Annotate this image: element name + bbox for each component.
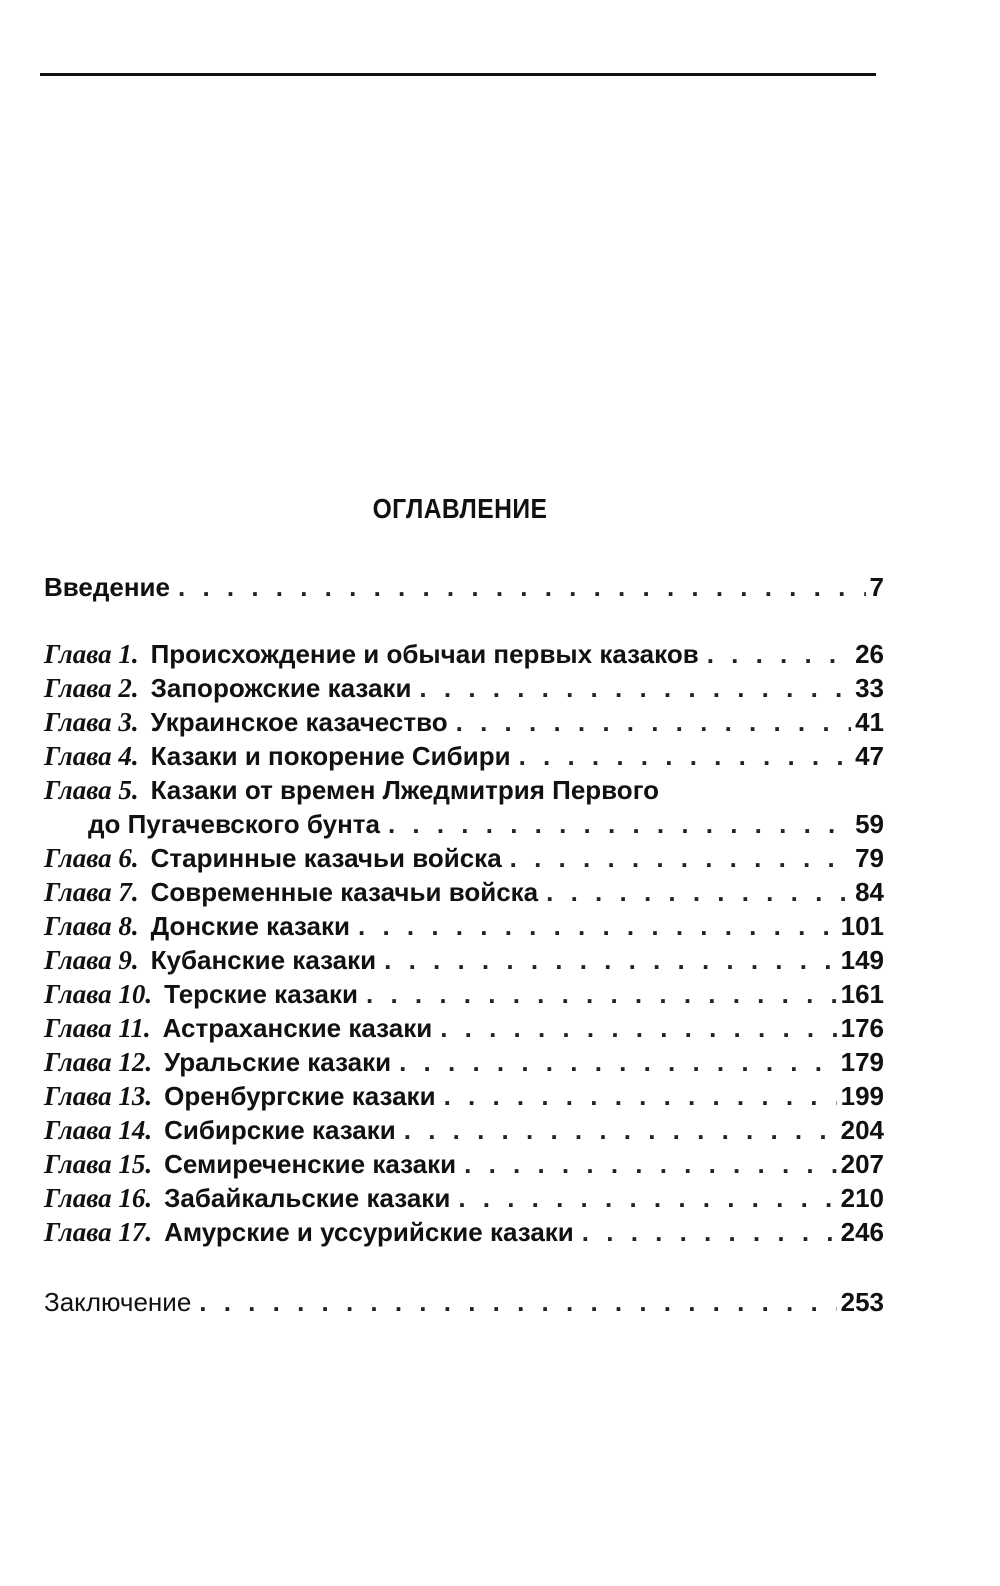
toc-entry-chapter-12[interactable] (44, 1045, 884, 1079)
page-number: 41 (855, 707, 884, 737)
page-number: 26 (855, 639, 884, 669)
page-number: 207 (840, 1149, 884, 1179)
toc-entry-chapter-9[interactable] (44, 943, 884, 977)
page-number: 59 (855, 809, 884, 839)
toc-entry-chapter-13[interactable] (44, 1079, 884, 1113)
entry-title: Сибирские казаки (164, 1115, 396, 1145)
toc-entry-chapter-16[interactable] (44, 1181, 884, 1215)
chapter-label: Глава 9. (44, 945, 139, 975)
chapter-label: Глава 6. (44, 843, 139, 873)
toc-entry-chapter-10[interactable] (44, 977, 884, 1011)
page-number: 253 (840, 1287, 884, 1317)
page-number: 84 (855, 877, 884, 907)
toc-entry-chapter-3[interactable] (44, 705, 884, 739)
chapter-label: Глава 16. (44, 1183, 153, 1213)
entry-title: Донские казаки (150, 911, 351, 941)
page-number: 7 (869, 572, 884, 602)
entry-title: Украинское казачество (150, 707, 448, 737)
entry-title-continued: до Пугачевского бунта (88, 809, 380, 839)
page-number: 199 (840, 1081, 884, 1111)
toc-entry-chapter-5[interactable] (44, 773, 884, 807)
toc-entry-chapter-14[interactable] (44, 1113, 884, 1147)
toc-entry-chapter-6[interactable] (44, 841, 884, 875)
chapter-label: Глава 17. (44, 1217, 153, 1247)
dot-leader (440, 1011, 836, 1045)
dot-leader (384, 943, 836, 977)
entry-title: Кубанские казаки (150, 945, 377, 975)
dot-leader (358, 909, 837, 943)
entry-title: Заключение (44, 1287, 192, 1317)
dot-leader (444, 1079, 837, 1113)
dot-leader (456, 705, 851, 739)
chapter-label: Глава 14. (44, 1115, 153, 1145)
page-number: 210 (840, 1183, 884, 1213)
page-number: 79 (855, 843, 884, 873)
toc-entry-conclusion[interactable] (44, 1285, 884, 1319)
toc-entry-chapter-8[interactable] (44, 909, 884, 943)
page-number: 101 (840, 911, 884, 941)
chapter-label: Глава 3. (44, 707, 139, 737)
entry-title: Введение (44, 572, 170, 602)
page-number: 161 (840, 979, 884, 1009)
entry-title: Уральские казаки (164, 1047, 392, 1077)
dot-leader (399, 1045, 837, 1079)
entry-title: Казаки и покорение Сибири (150, 741, 511, 771)
chapter-label: Глава 4. (44, 741, 139, 771)
toc-entry-chapter-11[interactable] (44, 1011, 884, 1045)
dot-leader (458, 1181, 836, 1215)
chapter-label: Глава 10. (44, 979, 153, 1009)
chapter-label: Глава 1. (44, 639, 139, 669)
entry-title: Происхождение и обычаи первых казаков (150, 639, 699, 669)
page-number: 33 (855, 673, 884, 703)
entry-title: Казаки от времен Лжедмитрия Первого (150, 775, 660, 805)
entry-title: Оренбургские казаки (164, 1081, 436, 1111)
dot-leader (510, 841, 851, 875)
page-number: 179 (840, 1047, 884, 1077)
dot-leader (546, 875, 851, 909)
chapter-label: Глава 13. (44, 1081, 153, 1111)
page-number: 246 (840, 1217, 884, 1247)
entry-title: Астраханские казаки (162, 1013, 433, 1043)
dot-leader (707, 637, 851, 671)
chapter-label: Глава 7. (44, 877, 139, 907)
toc-entry-chapter-15[interactable] (44, 1147, 884, 1181)
page-number: 47 (855, 741, 884, 771)
toc-entry-chapter-5-continued[interactable] (44, 807, 884, 841)
dot-leader (419, 671, 851, 705)
toc-entry-chapter-17[interactable] (44, 1215, 884, 1249)
page-number: 149 (840, 945, 884, 975)
entry-title: Современные казачьи войска (150, 877, 539, 907)
page-number: 176 (840, 1013, 884, 1043)
chapter-label: Глава 8. (44, 911, 139, 941)
entry-title: Амурские и уссурийские казаки (164, 1217, 574, 1247)
toc-entry-chapter-4[interactable] (44, 739, 884, 773)
entry-title: Терские казаки (164, 979, 359, 1009)
chapter-label: Глава 15. (44, 1149, 153, 1179)
chapter-label: Глава 5. (44, 775, 139, 805)
entry-title: Запорожские казаки (150, 673, 412, 703)
top-rule (40, 73, 876, 76)
entry-title: Семиреченские казаки (164, 1149, 457, 1179)
entry-title: Старинные казачьи войска (150, 843, 502, 873)
toc-entry-introduction[interactable] (44, 570, 884, 604)
chapter-label: Глава 2. (44, 673, 139, 703)
dot-leader (519, 739, 852, 773)
dot-leader (388, 807, 851, 841)
toc-entry-chapter-2[interactable] (44, 671, 884, 705)
dot-leader (582, 1215, 837, 1249)
page-number: 204 (840, 1115, 884, 1145)
toc-entry-chapter-7[interactable] (44, 875, 884, 909)
dot-leader (199, 1285, 836, 1319)
toc-entry-chapter-1[interactable] (44, 637, 884, 671)
chapter-label: Глава 11. (44, 1013, 151, 1043)
chapter-label: Глава 12. (44, 1047, 153, 1077)
dot-leader (178, 570, 866, 604)
dot-leader (366, 977, 837, 1011)
toc-heading: ОГЛАВЛЕНИЕ (372, 493, 548, 524)
entry-title: Забайкальские казаки (164, 1183, 451, 1213)
dot-leader (404, 1113, 837, 1147)
dot-leader (464, 1147, 836, 1181)
